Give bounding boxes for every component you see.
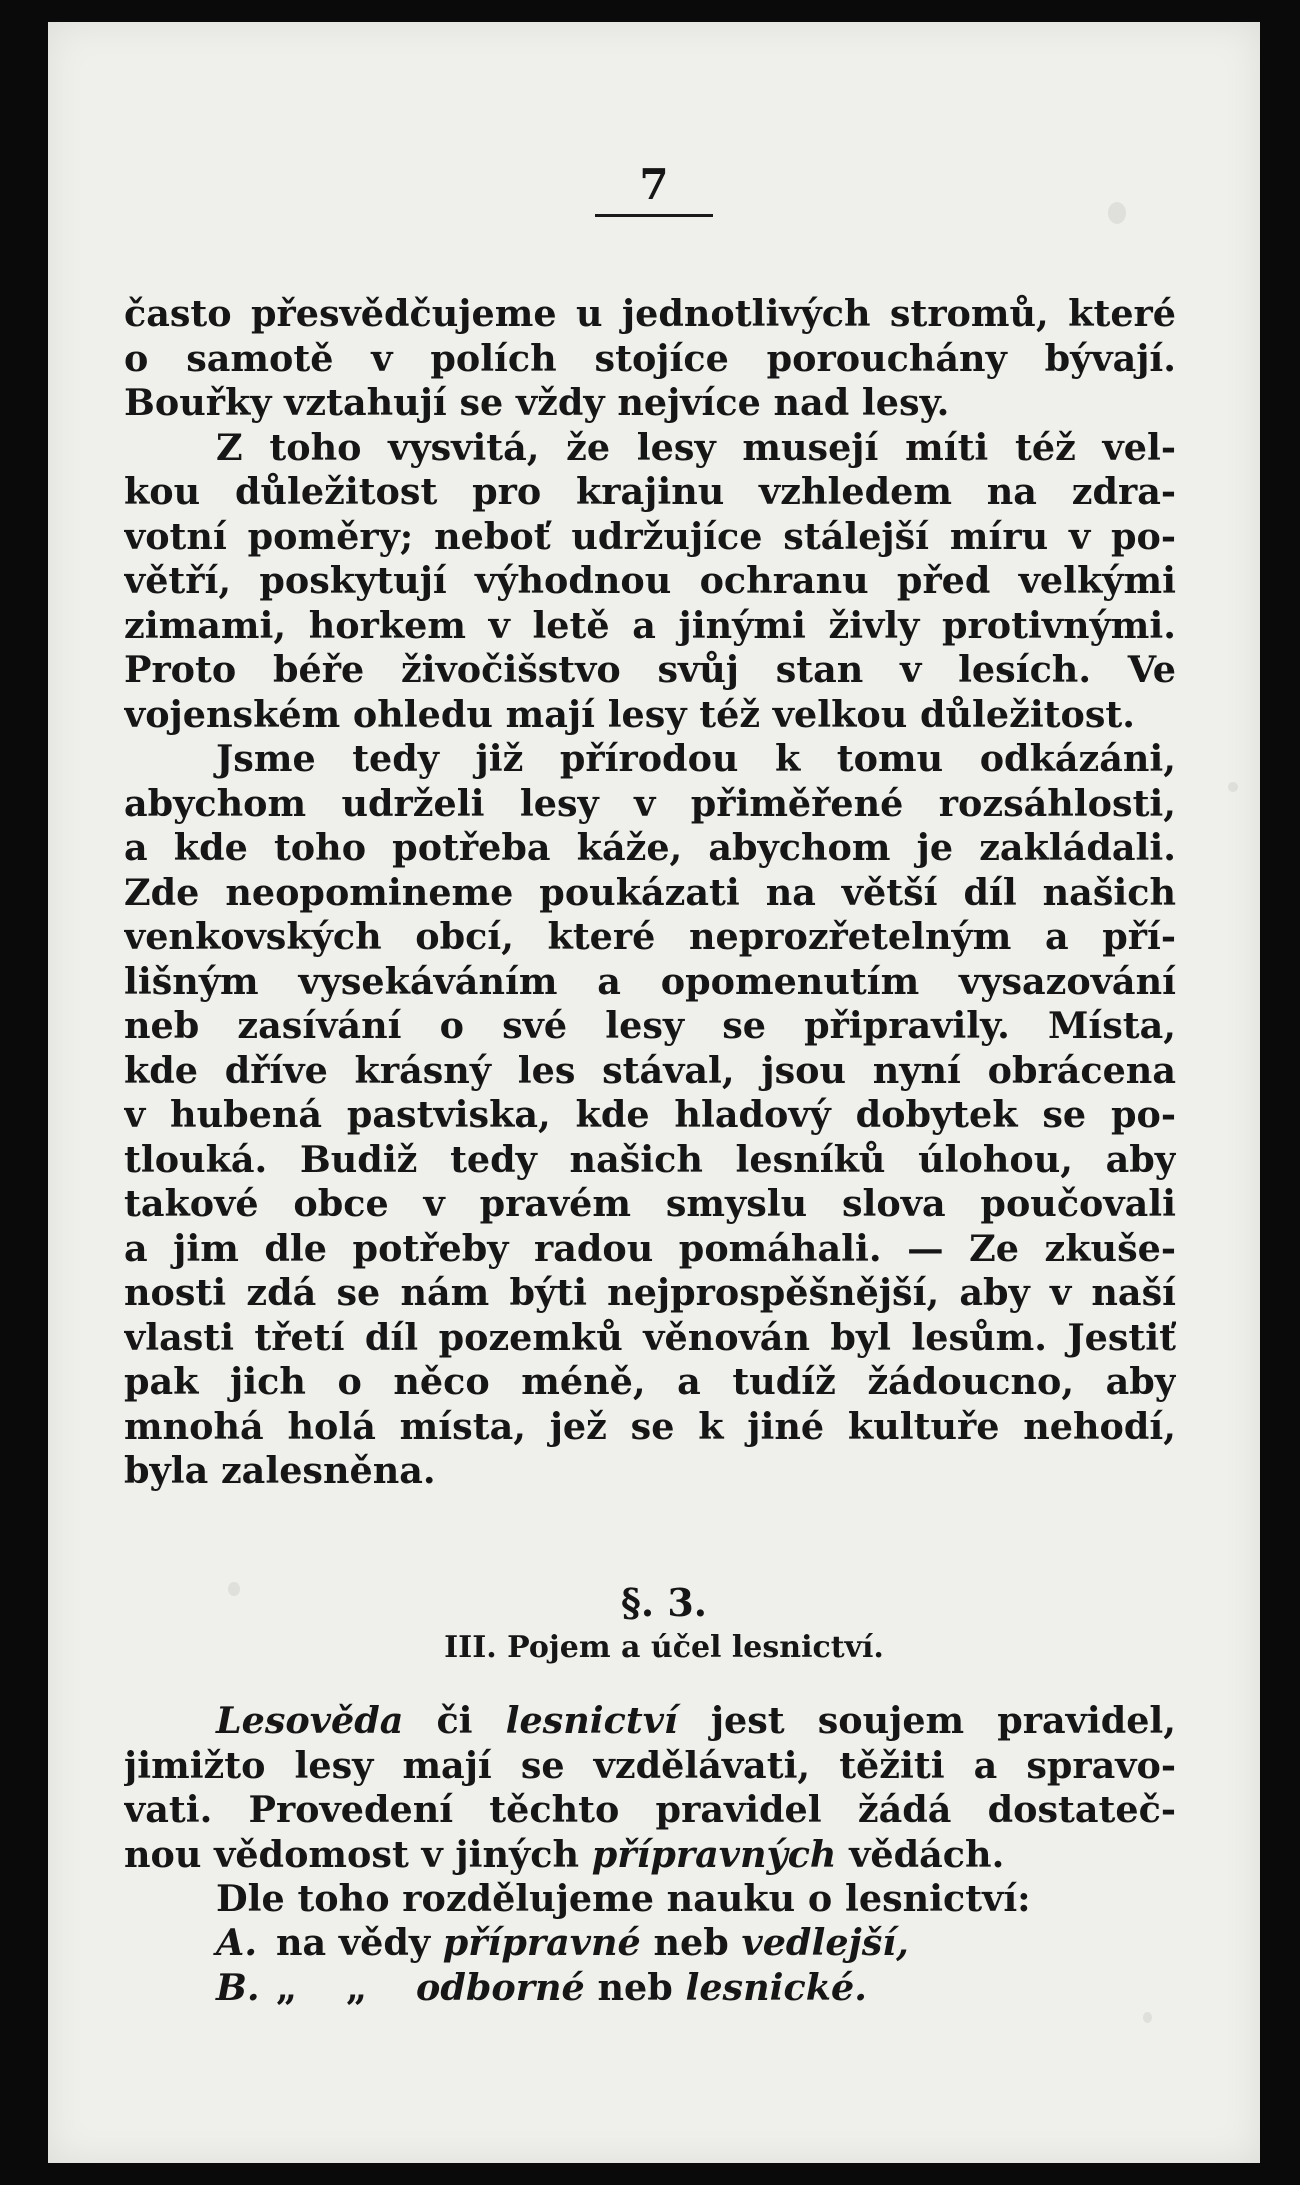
text-line: větří, poskytují výhodnou ochranu před velkými — [124, 559, 1176, 602]
page-number-area — [48, 160, 1260, 217]
text-line: vlasti třetí díl pozemků věnován byl lesům. Jestiť — [124, 1315, 1176, 1359]
text-line: o samotě v polích stojíce porouchány bývají. — [124, 336, 1176, 380]
text-line: kde dříve krásný les stával, jsou nyní obrácena — [124, 1048, 1176, 1092]
text-line — [124, 1833, 1176, 1878]
text-line: často přesvědčujeme u jednotlivých stromů, které — [124, 292, 1176, 335]
text-line: Zde neopomineme poukázati na větší díl našich — [124, 870, 1176, 914]
term-pripravnych: přípravných — [591, 1832, 837, 1876]
term-lesoveda: Lesověda — [216, 1699, 404, 1742]
text-line: takové obce v pravém smyslu slova poučovali — [124, 1182, 1176, 1225]
text-line: kou důležitost pro krajinu vzhledem na zdra- — [124, 470, 1176, 513]
text-line: jimižto lesy mají se vzdělávati, těžiti a spravo- — [124, 1743, 1176, 1787]
book-page — [48, 22, 1260, 2163]
list-italic: lesnické. — [685, 1965, 867, 2009]
text-line: neb zasívání o své lesy se připravily. Místa, — [124, 1004, 1176, 1047]
text-line: Bouřky vztahují se vždy nejvíce nad lesy. — [124, 381, 950, 424]
conjunction: či — [436, 1699, 473, 1742]
list-letter-b: B. — [216, 1965, 260, 2009]
text-line: mnohá holá místa, jež se k jiné kultuře nehodí, — [124, 1404, 1176, 1448]
list-text: na vědy — [276, 1921, 431, 1964]
text-line — [124, 1699, 1176, 1744]
section-number: §. 3. — [620, 1580, 707, 1625]
ditto-mark: „ — [346, 1965, 367, 2009]
ditto-mark: „ — [276, 1965, 297, 2009]
division-list — [216, 1921, 909, 2010]
text-line: a kde toho potřeba káže, abychom je zakládali. — [124, 826, 1176, 869]
list-text: neb — [597, 1965, 673, 2009]
text-line: Jsme tedy již přírodou k tomu odkázáni, — [216, 737, 1176, 780]
line-start: nou vědomost v jiných — [124, 1832, 580, 1876]
text-line: v hubená pastviska, kde hladový dobytek se po- — [124, 1093, 1176, 1136]
text-line: lišným vysekáváním a opomenutím vysazování — [124, 959, 1176, 1003]
list-italic: přípravné — [442, 1921, 641, 1964]
section-heading: III. Pojem a účel lesnictví. — [444, 1630, 884, 1665]
text-line: vati. Provedení těchto pravidel žádá dostateč- — [124, 1788, 1176, 1831]
text-line: zimami, horkem v letě a jinými živly protivnými. — [124, 603, 1176, 647]
paper-stain — [1143, 2012, 1152, 2023]
list-letter-a: A. — [216, 1921, 258, 1964]
page-number: 7 — [595, 164, 712, 217]
list-item-b — [216, 1966, 909, 2011]
text-line: a jim dle potřeby radou pomáhali. — Ze zkuše- — [124, 1226, 1176, 1270]
line-end: vědách. — [849, 1832, 1005, 1876]
list-italic: vedlejší, — [741, 1921, 909, 1964]
line-rest: jest soujem pravidel, — [710, 1699, 1176, 1742]
text-line: venkovských obcí, které neprozřetelným a pří- — [124, 915, 1176, 958]
text-line: vojenském ohledu mají lesy též velkou důležitost. — [124, 692, 1136, 736]
list-item-a — [216, 1921, 909, 1966]
text-line: tlouká. Budiž tedy našich lesníků úlohou, aby — [124, 1137, 1176, 1181]
section-body-text — [124, 1699, 1176, 1922]
text-line: byla zalesněna. — [124, 1449, 436, 1492]
text-line: nosti zdá se nám býti nejprospěšnější, aby v naší — [124, 1271, 1176, 1314]
list-text: neb — [653, 1921, 729, 1964]
text-line: Proto béře živočišstvo svůj stan v lesích. Ve — [124, 648, 1176, 691]
paper-stain — [1228, 782, 1238, 792]
text-line: pak jich o něco méně, a tudíž žádoucno, aby — [124, 1360, 1176, 1403]
text-line: Z toho vysvitá, že lesy musejí míti též vel- — [216, 425, 1176, 469]
text-line: votní poměry; neboť udržujíce stálejší míru v po- — [124, 514, 1176, 558]
text-line: abychom udrželi lesy v přiměřené rozsáhlosti, — [124, 781, 1176, 825]
list-italic: odborné — [416, 1965, 585, 2009]
body-text — [124, 292, 1176, 1494]
term-lesnictvi: lesnictví — [505, 1699, 678, 1742]
division-line: Dle toho rozdělujeme nauku o lesnictví: — [216, 1877, 1031, 1920]
